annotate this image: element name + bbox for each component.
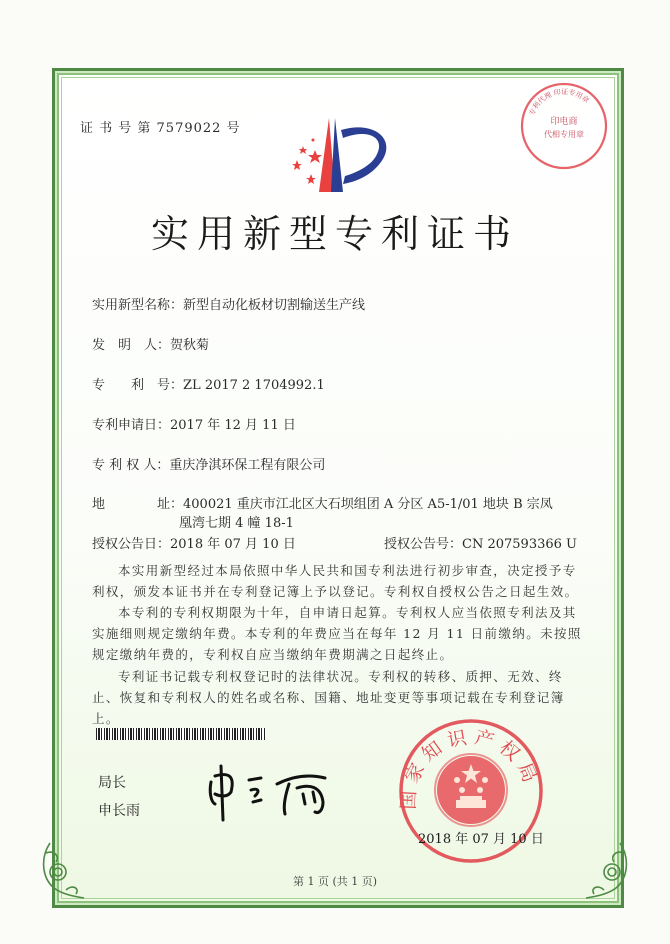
barcode	[96, 728, 266, 740]
top-seal-stamp-icon	[518, 80, 610, 172]
field-utility-model-name: 实用新型名称：新型自动化板材切割输送生产线	[92, 298, 366, 313]
certificate-title: 实用新型专利证书	[150, 212, 519, 256]
field-grant-date: 授权公告日：2018 年 07 月 10 日	[92, 537, 296, 552]
director-title: 局长	[98, 775, 126, 791]
field-application-date: 专利申请日：2017 年 12 月 11 日	[92, 418, 296, 433]
director-signature-icon	[205, 762, 345, 822]
svg-text:国家知识产权局: 国家知识产权局	[398, 725, 543, 811]
paragraph-legal-status: 专利证书记载专利权登记时的法律状况。专利权的转移、质押、无效、终止、恢复和专利权人的姓名或名称、国籍、地址变更等事项记载在专利登记簿上。	[92, 669, 565, 726]
cnipa-logo-icon	[285, 110, 405, 200]
certificate-number: 证 书 号 第 7579022 号	[80, 121, 241, 136]
field-patentee: 专 利 权 人：重庆净淇环保工程有限公司	[92, 458, 326, 473]
svg-text:印电商: 印电商	[550, 117, 578, 127]
director-name: 申长雨	[98, 803, 140, 819]
svg-text:代相专用章: 代相专用章	[544, 130, 584, 139]
field-address: 地 址：400021 重庆市江北区大石坝组团 A 分区 A5-1/01 地块 B 宗凤	[92, 497, 553, 512]
paragraph-term: 本专利的专利权期限为十年，自申请日起算。专利权人应当依照专利法及其实施细则规定缴纳年费。本专利的年费应当在每年 12 月 11 日前缴纳。未按照规定缴纳年费的，专利权自应当缴纳年费期满之日起终止。	[92, 605, 582, 662]
field-inventor: 发 明 人：贺秋菊	[92, 338, 210, 353]
paragraph-examination: 本实用新型经过本局依照中华人民共和国专利法进行初步审查，决定授予专利权，颁发本证书并在专利登记簿上予以登记。专利权自授权公告之日起生效。	[92, 563, 579, 599]
seal-date: 2018 年 07 月 10 日	[418, 832, 544, 847]
field-address-line2: 凰湾七期 4 幢 18-1	[179, 516, 294, 531]
page-number: 第 1 页 (共 1 页)	[292, 875, 378, 888]
field-patent-number: 专 利 号：ZL 2017 2 1704992.1	[92, 378, 325, 393]
field-announcement-number: 授权公告号：CN 207593366 U	[384, 537, 577, 552]
svg-text:专利代理 印证专用章: 专利代理 印证专用章	[527, 87, 591, 117]
